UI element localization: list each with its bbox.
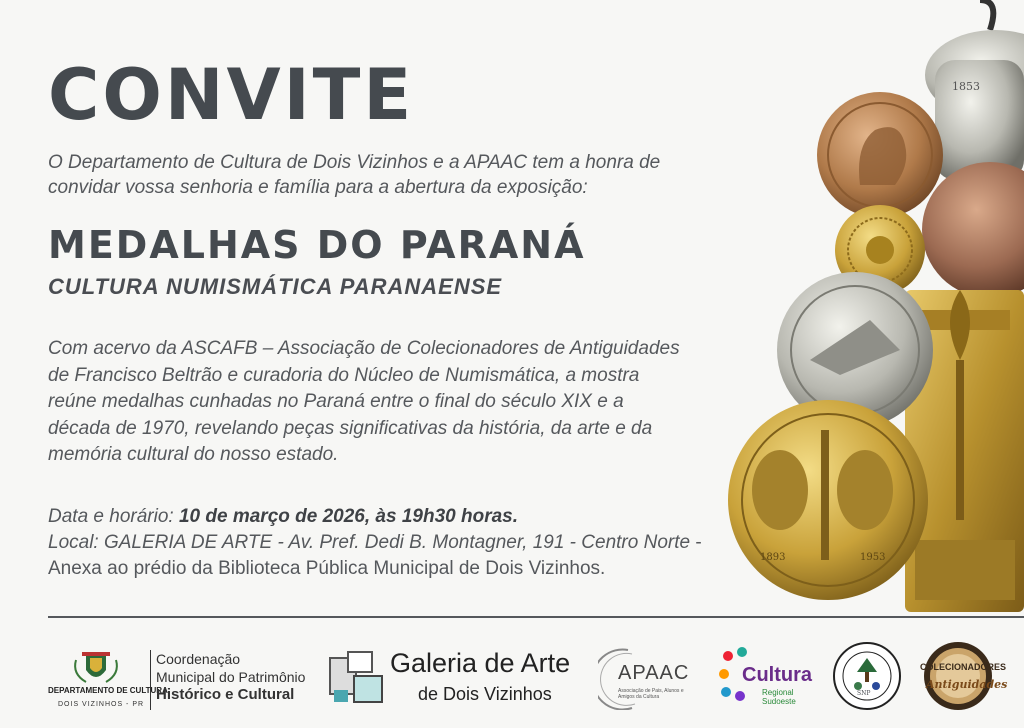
date-label: Data e horário: xyxy=(48,506,179,527)
date-value: 10 de março de 2026, às 19h30 horas. xyxy=(178,506,518,527)
coord-line-2: Municipal do Patrimônio xyxy=(156,669,306,685)
snp-seal-logo xyxy=(832,640,902,712)
copper-medal xyxy=(922,162,1024,298)
location-detail: - Anexa ao prédio da Biblioteca Pública Municipal de Dois Vizinhos. xyxy=(48,532,702,579)
location-label: Local: GALERIA DE ARTE - Av. Pref. Dedi B. Montagner, 191 - Centro Norte xyxy=(48,532,691,553)
apaac-label: APAAC xyxy=(618,662,690,684)
medal-year-top: 1853 xyxy=(952,80,980,93)
clock-badge-icon xyxy=(916,640,1000,712)
galeria-arte-logo xyxy=(326,644,586,714)
coat-of-arms-icon xyxy=(48,650,144,686)
snp-seal-icon xyxy=(832,640,902,712)
footer-logos xyxy=(0,630,1024,728)
medal-year-left: 1893 xyxy=(760,552,786,563)
bronze-portrait-medal xyxy=(817,92,943,218)
antiguidades-label: Antiguidades xyxy=(926,678,1008,691)
medals-collage xyxy=(720,0,1024,612)
intro-text: O Departamento de Cultura de Dois Vizinhos e a APAAC tem a honra de convidar vossa senhoria e família para a abertura da exposição: xyxy=(48,152,661,198)
galeria-title: Galeria de Arte xyxy=(390,648,571,678)
dept-cultura-label: DEPARTAMENTO DE CULTURA xyxy=(48,686,168,695)
picture-frames-icon xyxy=(326,648,386,706)
description-paragraph: Com acervo da ASCAFB – Associação de Colecionadores de Antiguidades de Francisco Beltrão e curadoria do Núcleo de Numismática, a mostra reúne medalhas cunhadas no Paraná entre o final do século XIX e a década de 1970, revelando peças significativas da história, da arte e da memória cultural do nosso estado. xyxy=(48,338,680,465)
coord-line-3: Histórico e Cultural xyxy=(156,686,295,703)
exhibition-subtitle: CULTURA NUMISMÁTICA PARANAENSE xyxy=(48,274,503,299)
galeria-subtitle: de Dois Vizinhos xyxy=(418,684,552,704)
event-details xyxy=(48,504,728,582)
colecionadores-logo xyxy=(916,640,1008,712)
medal-year-right: 1953 xyxy=(860,552,886,563)
coordenacao-logo xyxy=(150,650,305,710)
apaac-logo xyxy=(598,644,698,714)
coord-line-1: Coordenação xyxy=(156,651,241,667)
exhibition-title: MEDALHAS DO PARANÁ xyxy=(48,223,586,267)
colecionadores-label: COLECIONADORES xyxy=(920,662,1007,672)
dept-cultura-logo xyxy=(48,650,168,710)
bronze-portraits-medal xyxy=(728,400,928,600)
dept-city-label: DOIS VIZINHOS - PR xyxy=(58,701,145,708)
cultura-regional-logo xyxy=(718,644,818,714)
invite-title: CONVITE xyxy=(48,54,415,136)
cultura-sublabel: Regional Sudoeste xyxy=(762,688,796,706)
apaac-subtitle: Associação de Pais, Alunos e Amigos da Cultura xyxy=(618,688,684,700)
cultura-label: Cultura xyxy=(742,664,812,686)
footer-divider xyxy=(48,616,1024,618)
snp-label: SNP xyxy=(857,690,871,697)
